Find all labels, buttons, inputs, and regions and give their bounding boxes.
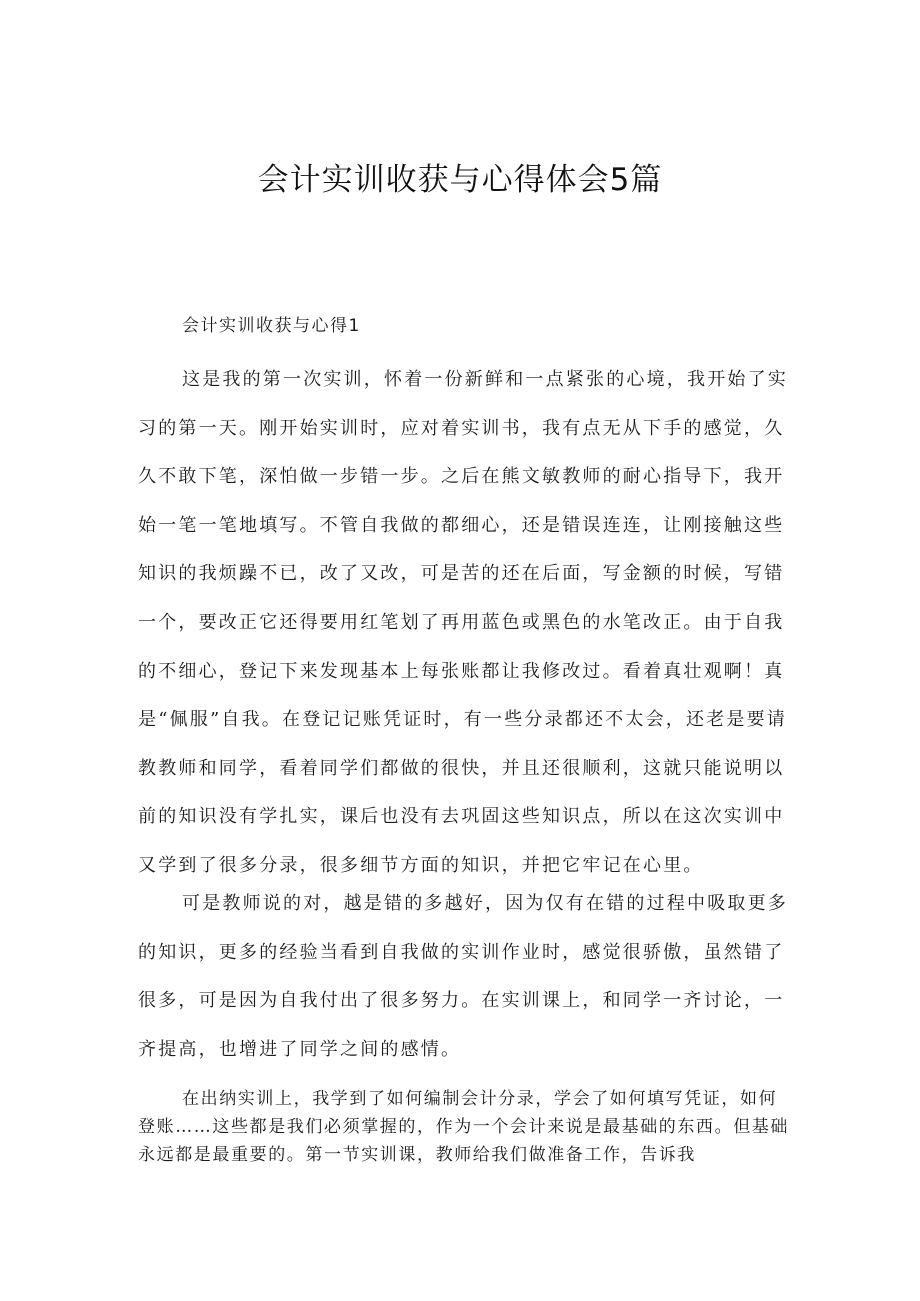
paragraph-3: 在出纳实训上，我学到了如何编制会计分录，学会了如何填写凭证，如何登账……这些都是我们必须掌握的，作为一个会计来说是最基础的东西。但基础永远都是最重要的。第一节实训课，教师给我们做准备工作，告诉我 — [138, 1089, 789, 1165]
document-title: 会计实训收获与心得体会5篇 — [257, 162, 663, 198]
paragraph-1: 这是我的第一次实训，怀着一份新鲜和一点紧张的心境，我开始了实习的第一天。刚开始实训时，应对着实训书，我有点无从下手的感觉，久久不敢下笔，深怕做一步错一步。之后在熊文敏教师的耐心指导下，我开始一笔一笔地填写。不管自我做的都细心，还是错误连连，让刚接触这些知识的我烦躁不已，改了又改，可是苦的还在后面，写金额的时候，写错一个，要改正它还得要用红笔划了再用蓝色或黑色的水笔改正。由于自我的不细心，登记下来发现基本上每张账都让我修改过。看着真壮观啊！真是“佩服”自我。在登记记账凭证时，有一些分录都还不太会，还老是要请教教师和同学，看着同学们都做的很快，并且还很顺利，这就只能说明以前的知识没有学扎实，课后也没有去巩固这些知识点，所以在这次实训中又学到了很多分录，很多细节方面的知识，并把它牢记在心里。 — [138, 369, 788, 876]
paragraph-2: 可是教师说的对，越是错的多越好，因为仅有在错的过程中吸取更多的知识，更多的经验当看到自我做的实训作业时，感觉很骄傲，虽然错了很多，可是因为自我付出了很多努力。在实训课上，和同学一齐讨论，一齐提高，也增进了同学之间的感情。 — [138, 893, 788, 1060]
section-heading: 会计实训收获与心得1 — [182, 316, 361, 336]
